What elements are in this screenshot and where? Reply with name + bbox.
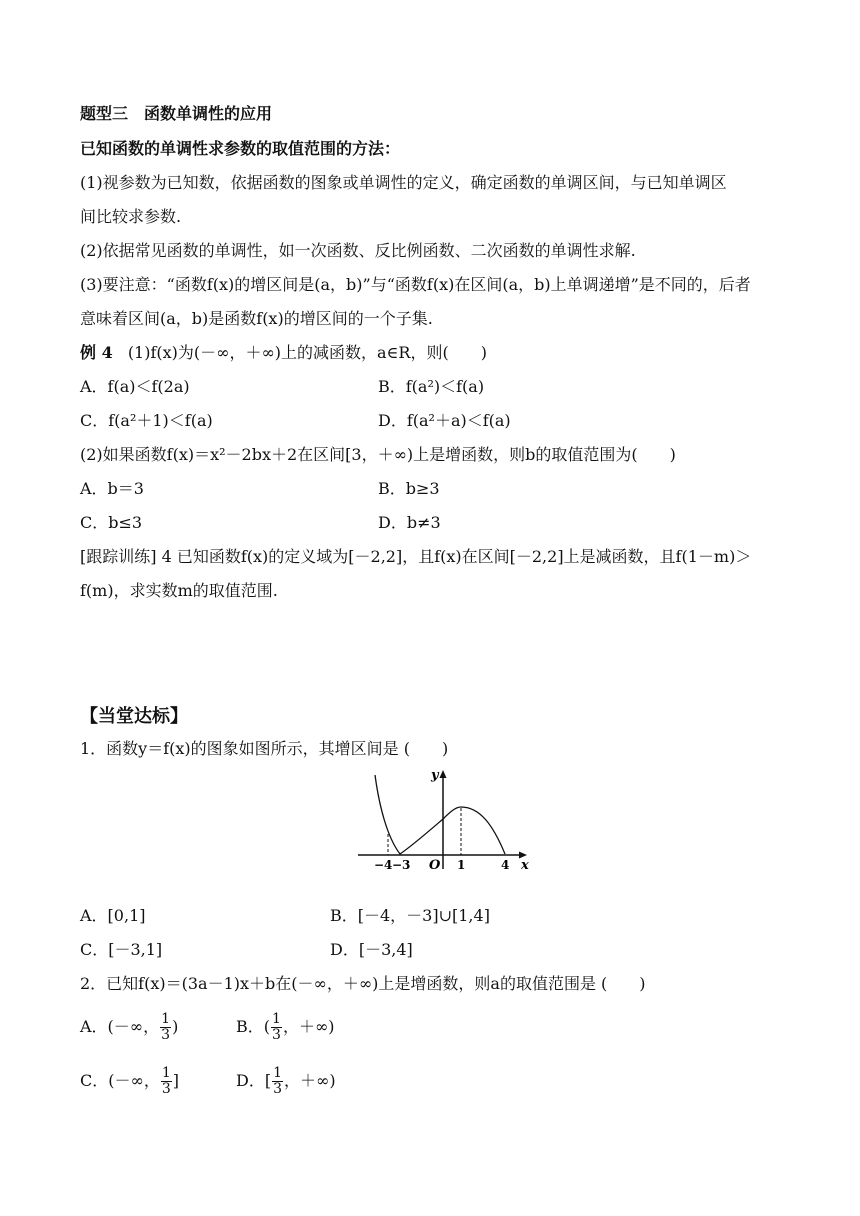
y-axis-arrow — [440, 770, 447, 778]
tracking4-line1: [跟踪训练] 4 已知函数f(x)的定义域为[－2,2]，且f(x)在区间[－2,2]上是减函数，且f(1－m)＞ — [80, 547, 752, 566]
origin-label: O — [429, 858, 441, 873]
fraction-numerator: 1 — [161, 1065, 171, 1081]
example4-q1-opt-d: D．f(a²＋a)＜f(a) — [378, 411, 511, 430]
example4-q2-opt-c: C．b≤3 — [80, 513, 143, 532]
tick-label-1: 1 — [457, 858, 466, 872]
standard-q1-opt-d: D．[－3,4] — [330, 940, 413, 959]
opt-c-prefix: C．(－∞， — [80, 1071, 160, 1090]
opt-b-prefix: B．( — [236, 1017, 271, 1036]
opt-b-fraction — [271, 1012, 282, 1043]
tick-label-4: 4 — [501, 858, 510, 872]
standard-q2-opt-a — [80, 1012, 178, 1043]
fraction-numerator: 1 — [273, 1065, 282, 1081]
example4-q1-opt-c: C．f(a²＋1)＜f(a) — [80, 411, 213, 430]
x-axis-label: x — [521, 858, 529, 873]
method-p1-line2: 间比较求参数. — [80, 207, 182, 226]
y-axis-label: y — [431, 768, 439, 783]
fraction-denominator: 3 — [272, 1027, 281, 1043]
example4-q1-opt-b: B．f(a²)＜f(a) — [378, 377, 485, 396]
method-p3-line2: 意味着区间(a，b)是函数f(x)的增区间的一个子集. — [80, 309, 433, 328]
standard-q2-opt-d — [236, 1066, 336, 1097]
standard-q1-opt-c: C．[－3,1] — [80, 940, 163, 959]
method-title: 已知函数的单调性求参数的取值范围的方法： — [80, 139, 401, 158]
function-curve — [375, 775, 505, 854]
example4-q2-opt-b: B．b≥3 — [378, 479, 440, 498]
standard-q2-opt-c — [80, 1066, 179, 1097]
section-title-3: 题型三 函数单调性的应用 — [80, 104, 273, 123]
opt-d-prefix: D．[ — [236, 1071, 272, 1090]
method-p1-line1: (1)视参数为已知数，依据函数的图象或单调性的定义，确定函数的单调区间，与已知单调区 — [80, 173, 727, 192]
example4-label: 例 4 — [80, 343, 113, 362]
opt-d-suffix: ，＋∞) — [284, 1071, 336, 1090]
standard-title: 【当堂达标】 — [80, 706, 188, 727]
tick-label-minus3: −3 — [392, 858, 411, 872]
fraction-denominator: 3 — [273, 1081, 282, 1097]
standard-q1: 1．函数y＝f(x)的图象如图所示，其增区间是 ( ) — [80, 739, 449, 758]
opt-d-fraction — [272, 1066, 283, 1097]
opt-c-fraction — [161, 1066, 172, 1097]
method-p2: (2)依据常见函数的单调性，如一次函数、反比例函数、二次函数的单调性求解. — [80, 241, 636, 260]
opt-a-fraction — [160, 1012, 171, 1043]
standard-q1-opt-b: B．[－4，－3]∪[1,4] — [330, 906, 490, 925]
example4-q1-text: (1)f(x)为(－∞，＋∞)上的减函数，a∈R，则( ) — [127, 343, 487, 362]
fraction-denominator: 3 — [161, 1027, 171, 1043]
fraction-denominator: 3 — [161, 1081, 171, 1097]
fraction-numerator: 1 — [161, 1011, 171, 1027]
example4-q1 — [80, 342, 487, 364]
tick-label-minus4: −4 — [374, 858, 393, 872]
example4-q1-opt-a: A．f(a)＜f(2a) — [80, 377, 190, 396]
function-graph — [355, 765, 535, 877]
method-p3-line1: (3)要注意：“函数f(x)的增区间是(a，b)”与“函数f(x)在区间(a，b)上单调递增”是不同的，后者 — [80, 275, 751, 294]
opt-b-suffix: ，＋∞) — [282, 1017, 335, 1036]
example4-q2-opt-a: A．b＝3 — [80, 479, 144, 498]
standard-q2-opt-b — [236, 1012, 335, 1043]
tracking4-line2: f(m)，求实数m的取值范围. — [80, 581, 278, 600]
opt-a-suffix: ) — [172, 1017, 179, 1036]
fraction-numerator: 1 — [272, 1011, 281, 1027]
standard-q2: 2．已知f(x)＝(3a－1)x＋b在(－∞，＋∞)上是增函数，则a的取值范围是 ( ) — [80, 974, 646, 993]
standard-q1-opt-a: A．[0,1] — [80, 906, 146, 925]
opt-c-suffix: ] — [172, 1071, 179, 1090]
example4-q2-opt-d: D．b≠3 — [378, 513, 441, 532]
opt-a-prefix: A．(－∞， — [80, 1017, 160, 1036]
example4-q2: (2)如果函数f(x)＝x²－2bx＋2在区间[3，＋∞)上是增函数，则b的取值范围为( ) — [80, 445, 676, 464]
